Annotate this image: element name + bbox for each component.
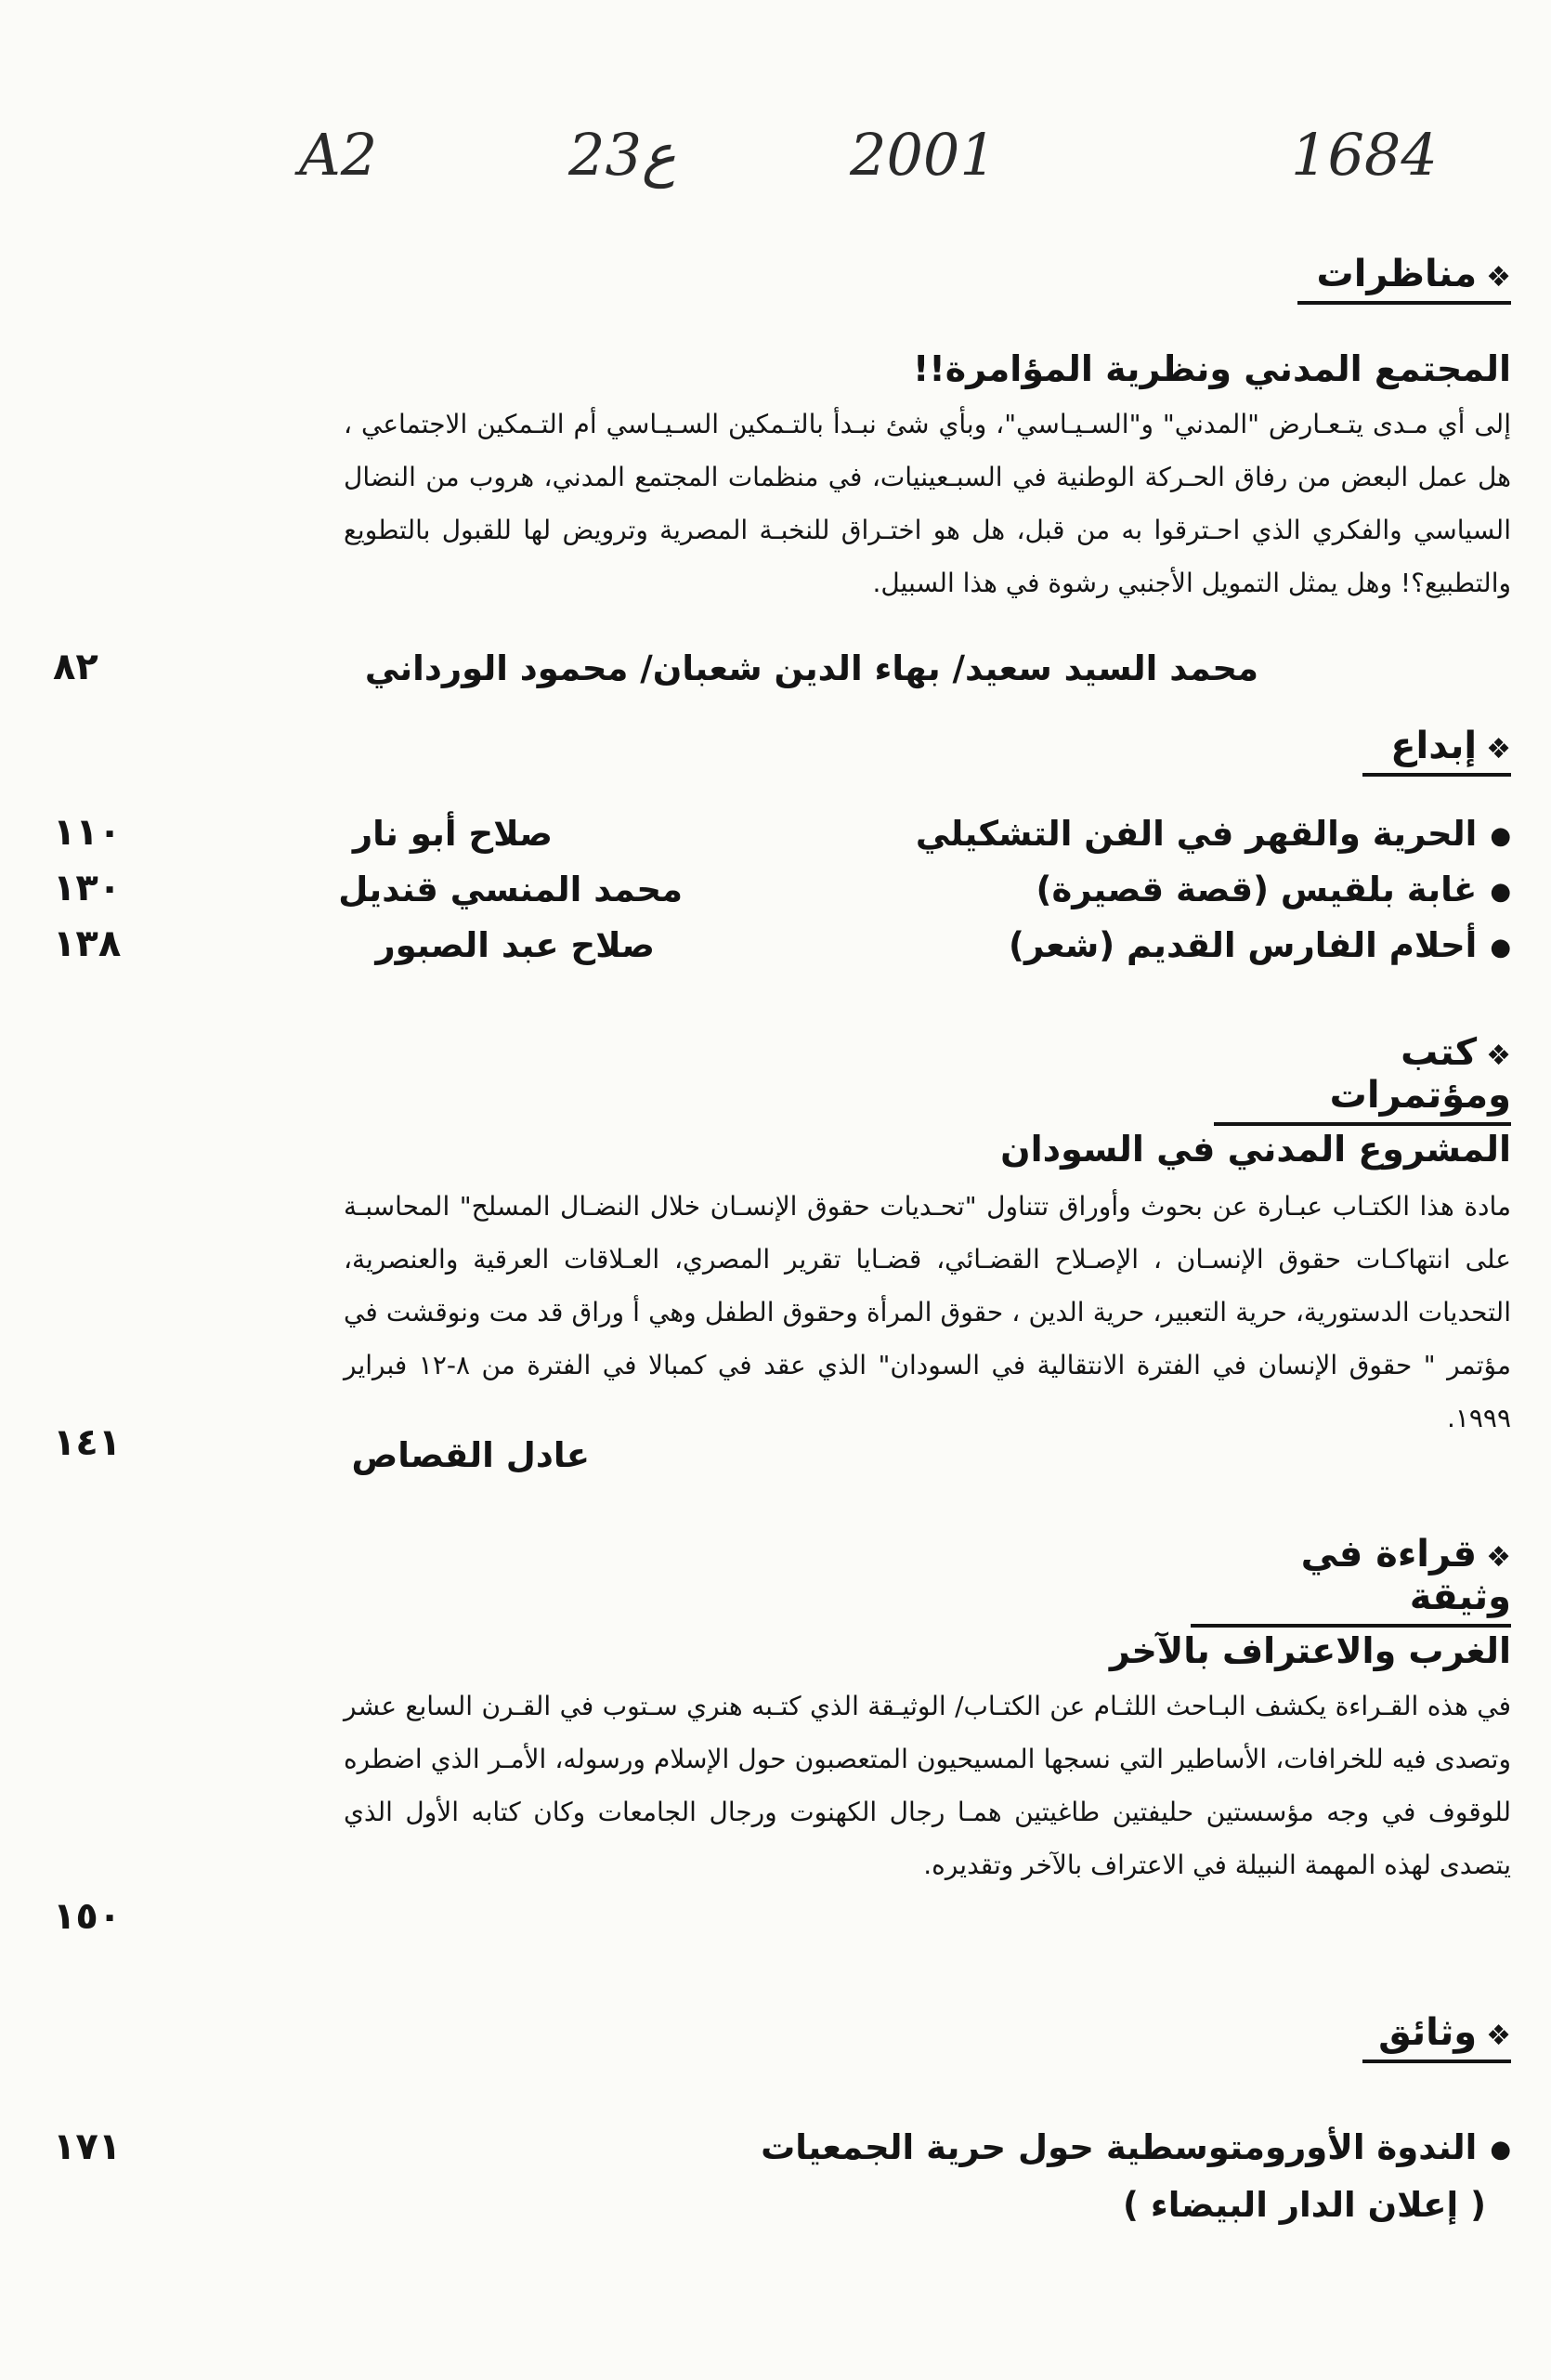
article-title-munazarat: المجتمع المدني ونظرية المؤامرة!! — [913, 348, 1511, 389]
section-header-label: كتب ومؤتمرات — [1329, 1031, 1511, 1117]
page-number: ١٣٠ — [53, 867, 122, 909]
page-number: ١٣٨ — [53, 922, 122, 965]
section-header-label: مناظرات — [1316, 253, 1478, 295]
article-title-kutub: المشروع المدني في السودان — [1000, 1129, 1511, 1170]
article-authors-munazarat: محمد السيد سعيد/ بهاء الدين شعبان/ محمود الورداني — [364, 648, 1258, 688]
page-number-munazarat: ٨٢ — [53, 646, 98, 688]
handwritten-code: A2 — [299, 121, 378, 189]
article-abstract-qiraa: في هذه القـراءة يكشف البـاحث اللثـام عن الكتـاب/ الوثيـقة الذي كتـبه هنري سـتوب في القـرن السابع عشر وتصدى فيه للخرافات، الأساطير التي نسجها المسيحيون المتعصبون حول الإسلام ورسوله، الأمـر الذي اضطره للوقوف في وجه مؤسستين حليفتين طاغيتين همـا رجال الكهنوت ورجال الجامعات وكان كتابه الأول الذي يتصدى لهذه المهمة النبيلة في الاعتراف بالآخر وتقديره. — [344, 1691, 1511, 1880]
bullet-icon: ● — [1490, 933, 1511, 961]
article-abstract-kutub: مادة هذا الكتـاب عبـارة عن بحوث وأوراق تتناول "تحـديات حقوق الإنسـان خلال النضـال المسلح" المحاسبـة على انتهاكـات حقوق الإنسـان ، الإصـلاح القضـائي، قضـايا تقرير المصري، العـلاقات العرقية والعنصرية، التحديات الدستورية، حرية التعبير، حرية الدين ، حقوق المرأة وحقوق الطفل وهي أ وراق قد مت ونوقشت في مؤتمر " حقوق الإنسان في الفترة الانتقالية في السودان" الذي عقد في كمبالا في الفترة من ٨-١٢ فبراير ١٩٩٩. — [344, 1191, 1511, 1433]
section-header-ibdaa — [1362, 725, 1511, 777]
page-number-qiraa: ١٥٠ — [53, 1895, 122, 1938]
entry-title: غابة بلقيس (قصة قصيرة) — [1036, 870, 1478, 909]
section-header-label: قراءة في وثيقة — [1300, 1533, 1511, 1618]
article-author-kutub: عادل القصاص — [351, 1435, 590, 1475]
article-title-qiraa: الغرب والاعتراف بالآخر — [1109, 1630, 1511, 1671]
section-marker-icon: ❖ — [1486, 733, 1511, 765]
toc-entry-ibdaa-1 — [916, 814, 1511, 854]
section-header-munazarat — [1297, 253, 1511, 305]
handwritten-number: 1684 — [1291, 121, 1438, 189]
entry-author: صلاح عبد الصبور — [375, 925, 655, 965]
bullet-icon: ● — [1490, 821, 1511, 850]
section-header-wathaiq — [1362, 2011, 1511, 2063]
page-number-kutub: ١٤١ — [53, 1421, 122, 1464]
entry-title: الحرية والقهر في الفن التشكيلي — [915, 814, 1478, 854]
bullet-icon: ● — [1490, 877, 1511, 906]
section-marker-icon: ❖ — [1486, 2020, 1511, 2052]
section-header-qiraa — [1191, 1533, 1511, 1628]
entry-author: محمد المنسي قنديل — [338, 870, 683, 909]
article-abstract-munazarat: إلى أي مـدى يتـعـارض "المدني" و"السـيـاسي"، وبأي شئ نبـدأ بالتـمكين السـيـاسي أم التـمكين الاجتماعي ، هل عمل البعض من رفاق الحـركة الوطنية في السبـعينيات، في منظمات المجتمع المدني، هروب من النضال السياسي والفكري الذي احـترقوا به من قبل، هل هو اختـراق للنخبـة المصرية وترويض لها للقبول بالتطويع والتطبيع؟! وهل يمثل التمويل الأجنبي رشوة في هذا السبيل. — [344, 409, 1511, 598]
entry-title: الندوة الأورومتوسطية حول حرية الجمعيات — [761, 2127, 1478, 2167]
entry-author: صلاح أبو نار — [352, 814, 553, 854]
section-header-label: إبداع — [1390, 725, 1478, 767]
toc-entry-wathaiq — [761, 2127, 1511, 2167]
handwritten-day: 23ع — [568, 121, 676, 189]
page-number-wathaiq: ١٧١ — [53, 2125, 122, 2168]
toc-entry-ibdaa-2 — [1036, 870, 1511, 909]
page-number: ١١٠ — [53, 811, 122, 854]
section-marker-icon: ❖ — [1486, 261, 1511, 294]
handwritten-year: 2001 — [850, 121, 997, 189]
bullet-icon: ● — [1490, 2135, 1511, 2164]
section-marker-icon: ❖ — [1486, 1040, 1511, 1072]
section-header-kutub — [1214, 1031, 1511, 1126]
toc-entry-ibdaa-3 — [1009, 925, 1511, 965]
entry-subtitle: ( إعلان الدار البيضاء ) — [1123, 2185, 1486, 2225]
entry-title: أحلام الفارس القديم (شعر) — [1009, 925, 1478, 965]
section-header-label: وثائق — [1378, 2011, 1478, 2054]
section-marker-icon: ❖ — [1486, 1541, 1511, 1574]
